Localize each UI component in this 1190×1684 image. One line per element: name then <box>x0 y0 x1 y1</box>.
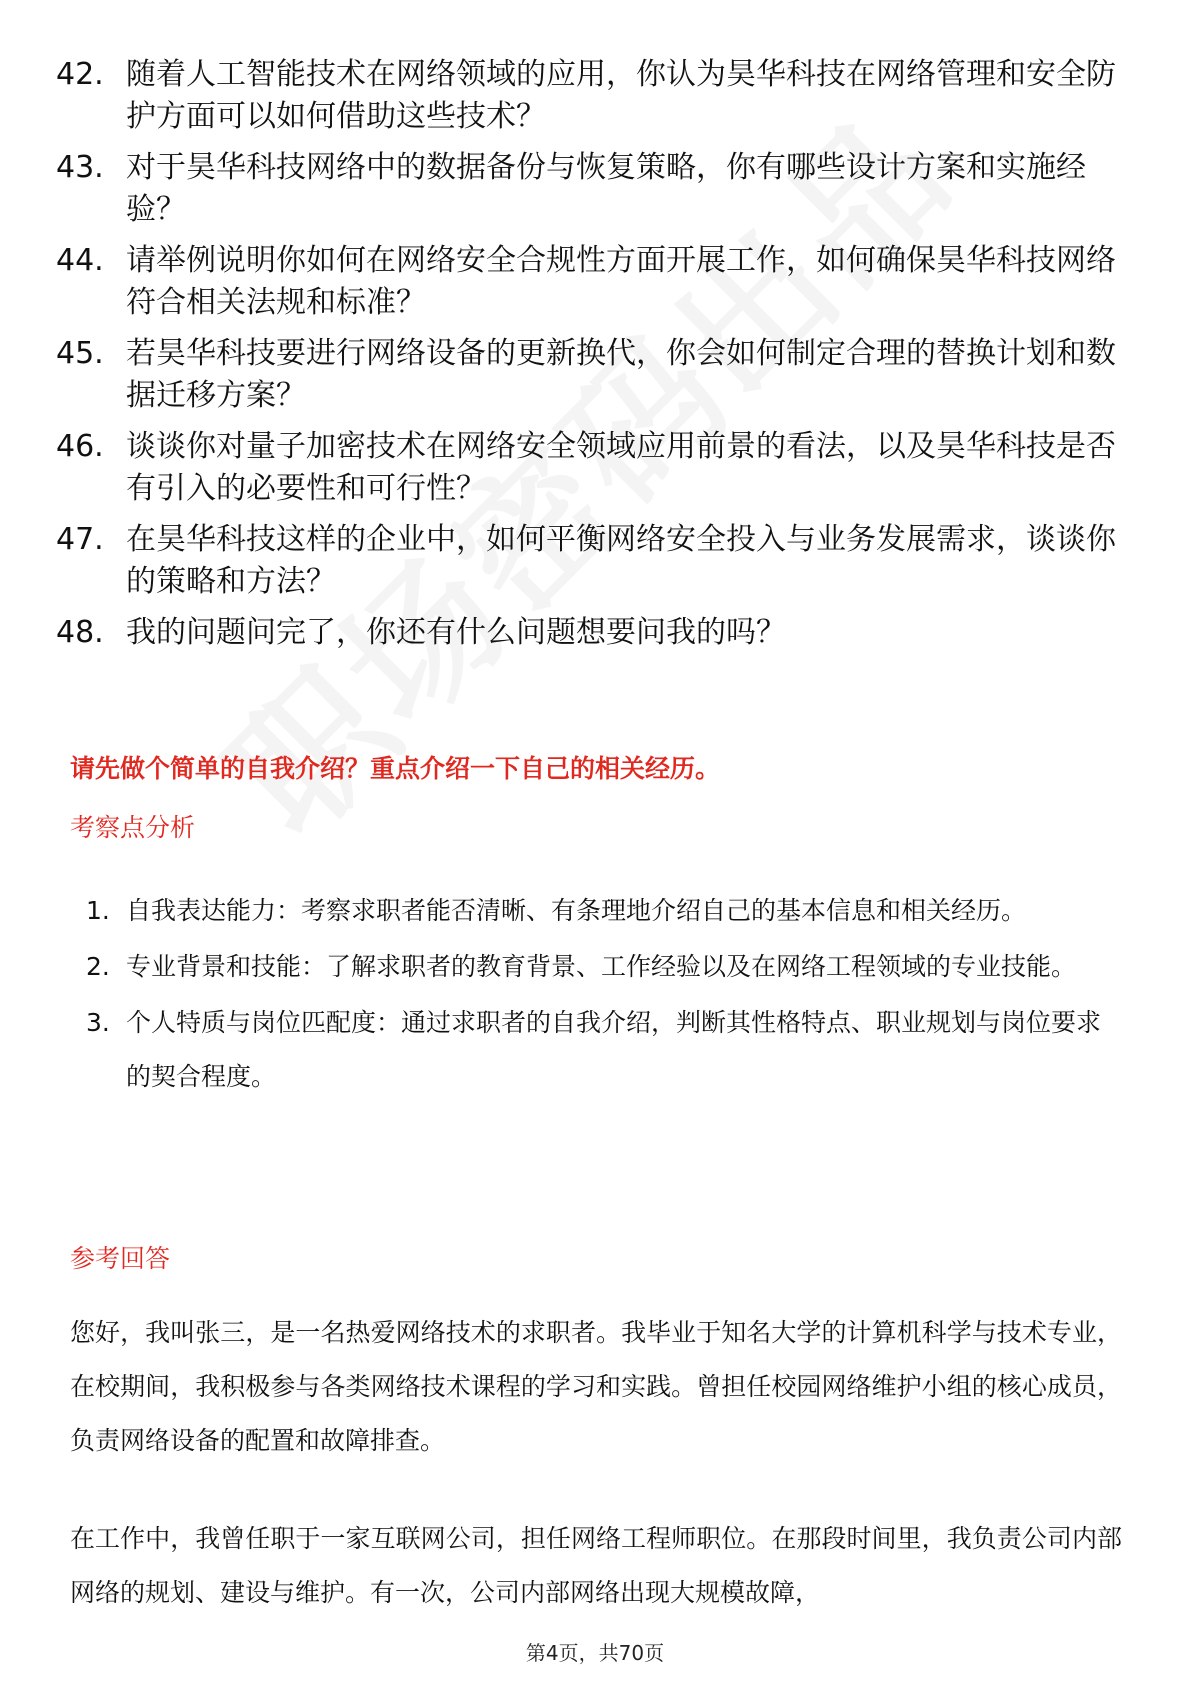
question-number: 48. <box>56 615 104 650</box>
question-number: 42. <box>56 57 104 92</box>
question-text: 随着人工智能技术在网络领域的应用，你认为昊华科技在网络管理和安全防护方面可以如何借助这些技术？ <box>126 57 1116 134</box>
point-text: 自我表达能力：考察求职者能否清晰、有条理地介绍自己的基本信息和相关经历。 <box>126 896 1027 925</box>
question-text: 我的问题问完了，你还有什么问题想要问我的吗？ <box>126 615 786 650</box>
question-item <box>56 426 1116 510</box>
question-number: 43. <box>56 150 104 185</box>
point-text: 专业背景和技能：了解求职者的教育背景、工作经验以及在网络工程领域的专业技能。 <box>126 952 1077 981</box>
analysis-points <box>70 884 1120 1106</box>
analysis-point <box>70 884 1120 938</box>
question-text: 谈谈你对量子加密技术在网络安全领域应用前景的看法，以及昊华科技是否有引入的必要性和可行性？ <box>126 429 1116 506</box>
question-text: 在昊华科技这样的企业中，如何平衡网络安全投入与业务发展需求，谈谈你的策略和方法？ <box>126 522 1116 599</box>
point-number: 2. <box>86 952 110 981</box>
point-number: 1. <box>86 896 110 925</box>
question-item <box>56 240 1116 324</box>
question-number: 46. <box>56 429 104 464</box>
question-text: 请举例说明你如何在网络安全合规性方面开展工作，如何确保昊华科技网络符合相关法规和标准？ <box>126 243 1116 320</box>
question-item <box>56 54 1116 138</box>
answer-title: 参考回答 <box>70 1244 171 1273</box>
analysis-point <box>70 940 1120 994</box>
question-number: 47. <box>56 522 104 557</box>
section-heading: 请先做个简单的自我介绍？重点介绍一下自己的相关经历。 <box>70 754 721 783</box>
question-list <box>56 54 1116 663</box>
page-footer: 第4页，共70页 <box>525 1641 665 1665</box>
answer-paragraph: 您好，我叫张三，是一名热爱网络技术的求职者。我毕业于知名大学的计算机科学与技术专业，在校期间，我积极参与各类网络技术课程的学习和实践。曾担任校园网络维护小组的核心成员，负责网络设备的配置和故障排查。 <box>70 1318 1122 1455</box>
question-number: 44. <box>56 243 104 278</box>
question-item <box>56 333 1116 417</box>
question-number: 45. <box>56 336 104 371</box>
question-item <box>56 519 1116 603</box>
question-item <box>56 612 1116 654</box>
analysis-title: 考察点分析 <box>70 813 196 842</box>
question-item <box>56 147 1116 231</box>
point-text: 个人特质与岗位匹配度：通过求职者的自我介绍，判断其性格特点、职业规划与岗位要求的契合程度。 <box>126 1008 1102 1091</box>
point-number: 3. <box>86 1008 110 1037</box>
question-text: 对于昊华科技网络中的数据备份与恢复策略，你有哪些设计方案和实施经验？ <box>126 150 1086 227</box>
analysis-point <box>70 996 1120 1104</box>
answer-paragraph: 在工作中，我曾任职于一家互联网公司，担任网络工程师职位。在那段时间里，我负责公司内部网络的规划、建设与维护。有一次，公司内部网络出现大规模故障， <box>70 1524 1122 1607</box>
question-text: 若昊华科技要进行网络设备的更新换代，你会如何制定合理的替换计划和数据迁移方案？ <box>126 336 1116 413</box>
